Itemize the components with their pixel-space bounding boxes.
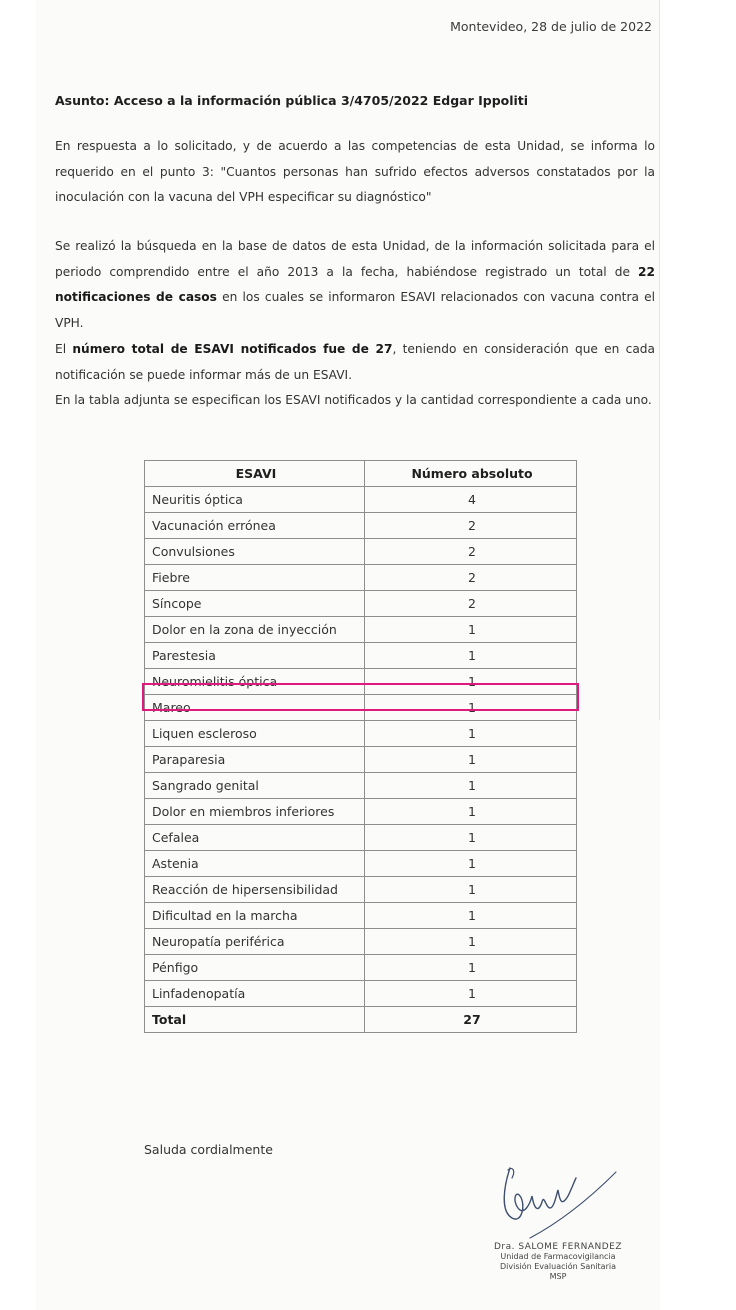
esavi-count: 1 — [365, 747, 577, 773]
signature-stamp — [478, 1242, 638, 1282]
total-text-c: , teniendo en consideración que en cada notificación se puede informar más de un ESAVI. — [55, 341, 656, 382]
table-row — [145, 981, 577, 1007]
esavi-name: Sangrado genital — [145, 773, 365, 799]
letter-subject: Asunto: Acceso a la información pública 3/4705/2022 Edgar Ippoliti — [55, 93, 529, 108]
esavi-count: 1 — [365, 955, 577, 981]
table-row — [145, 487, 577, 513]
table-total-row — [145, 1007, 577, 1033]
esavi-name: Dificultad en la marcha — [145, 903, 365, 929]
table-row-highlighted — [145, 669, 577, 695]
table-row — [145, 825, 577, 851]
table-row — [145, 929, 577, 955]
page-edge — [659, 0, 660, 720]
esavi-name: Convulsiones — [145, 539, 365, 565]
closing-line: Saluda cordialmente — [144, 1142, 273, 1157]
esavi-count: 4 — [365, 487, 577, 513]
header-esavi: ESAVI — [145, 461, 365, 487]
total-value: 27 — [365, 1007, 577, 1033]
esavi-name: Astenia — [145, 851, 365, 877]
table-row — [145, 721, 577, 747]
esavi-name: Neuromielitis óptica — [145, 669, 365, 695]
esavi-count: 2 — [365, 513, 577, 539]
table-row — [145, 747, 577, 773]
esavi-count: 1 — [365, 799, 577, 825]
esavi-name: Neuropatía periférica — [145, 929, 365, 955]
esavi-count: 1 — [365, 903, 577, 929]
table-row — [145, 617, 577, 643]
table-row — [145, 955, 577, 981]
esavi-count: 2 — [365, 591, 577, 617]
esavi-count: 1 — [365, 851, 577, 877]
esavi-name: Pénfigo — [145, 955, 365, 981]
table-header-row — [145, 461, 577, 487]
total-text-a: El — [55, 341, 73, 356]
esavi-name: Neuritis óptica — [145, 487, 365, 513]
table-row — [145, 565, 577, 591]
esavi-name: Síncope — [145, 591, 365, 617]
esavi-name: Dolor en la zona de inyección — [145, 617, 365, 643]
total-label: Total — [145, 1007, 365, 1033]
signatory-name: Dra. SALOME FERNANDEZ — [493, 1242, 622, 1252]
table-row — [145, 643, 577, 669]
esavi-count: 1 — [365, 773, 577, 799]
esavi-count: 1 — [365, 617, 577, 643]
table-row — [145, 539, 577, 565]
esavi-count: 1 — [365, 825, 577, 851]
table-row — [145, 903, 577, 929]
esavi-name: Liquen escleroso — [145, 721, 365, 747]
esavi-count: 1 — [365, 695, 577, 721]
esavi-count: 1 — [365, 643, 577, 669]
esavi-count: 2 — [365, 539, 577, 565]
letter-date: Montevideo, 28 de julio de 2022 — [450, 19, 652, 34]
esavi-name: Parestesia — [145, 643, 365, 669]
esavi-name: Vacunación errónea — [145, 513, 365, 539]
esavi-name: Cefalea — [145, 825, 365, 851]
table-row — [145, 799, 577, 825]
total-text-bold: número total de ESAVI notificados fue de 27 — [72, 341, 393, 356]
paragraph-search — [55, 234, 655, 414]
esavi-name: Mareo — [145, 695, 365, 721]
esavi-name: Linfadenopatía — [145, 981, 365, 1007]
signatory-division: División Evaluación Sanitaria — [500, 1262, 616, 1271]
esavi-count: 1 — [365, 669, 577, 695]
table-row — [145, 851, 577, 877]
signatory-unit: Unidad de Farmacovigilancia — [500, 1252, 616, 1261]
handwritten-signature — [490, 1156, 620, 1246]
esavi-name: Fiebre — [145, 565, 365, 591]
table-intro-text: En la tabla adjunta se especifican los ESAVI notificados y la cantidad correspondiente a cada uno. — [55, 393, 652, 408]
esavi-name: Dolor en miembros inferiores — [145, 799, 365, 825]
esavi-count: 2 — [365, 565, 577, 591]
table-row — [145, 591, 577, 617]
table-row — [145, 513, 577, 539]
search-text-c: en los cuales se informaron ESAVI relacionados con vacuna contra el VPH. — [55, 290, 655, 331]
signatory-org: MSP — [549, 1272, 567, 1281]
esavi-name: Paraparesia — [145, 747, 365, 773]
search-text-bold: 22 notificaciones de casos — [55, 264, 655, 305]
table-row — [145, 695, 577, 721]
header-numero-absoluto: Número absoluto — [365, 461, 577, 487]
search-text-a: Se realizó la búsqueda en la base de datos de esta Unidad, de la información solicitada para el periodo comprendido entre el año 2013 a la fecha, habiéndose registrado un total de — [55, 239, 655, 279]
esavi-count: 1 — [365, 981, 577, 1007]
table-row — [145, 877, 577, 903]
paragraph-request: En respuesta a lo solicitado, y de acuerdo a las competencias de esta Unidad, se informa lo requerido en el punto 3: "Cuantos personas han sufrido efectos adversos constatados por la inoculación con la vacuna del VPH especificar su diagnóstico" — [55, 139, 655, 205]
table-row — [145, 773, 577, 799]
esavi-name: Reacción de hipersensibilidad — [145, 877, 365, 903]
esavi-count: 1 — [365, 877, 577, 903]
esavi-count: 1 — [365, 721, 577, 747]
esavi-table — [144, 460, 577, 1033]
esavi-count: 1 — [365, 929, 577, 955]
